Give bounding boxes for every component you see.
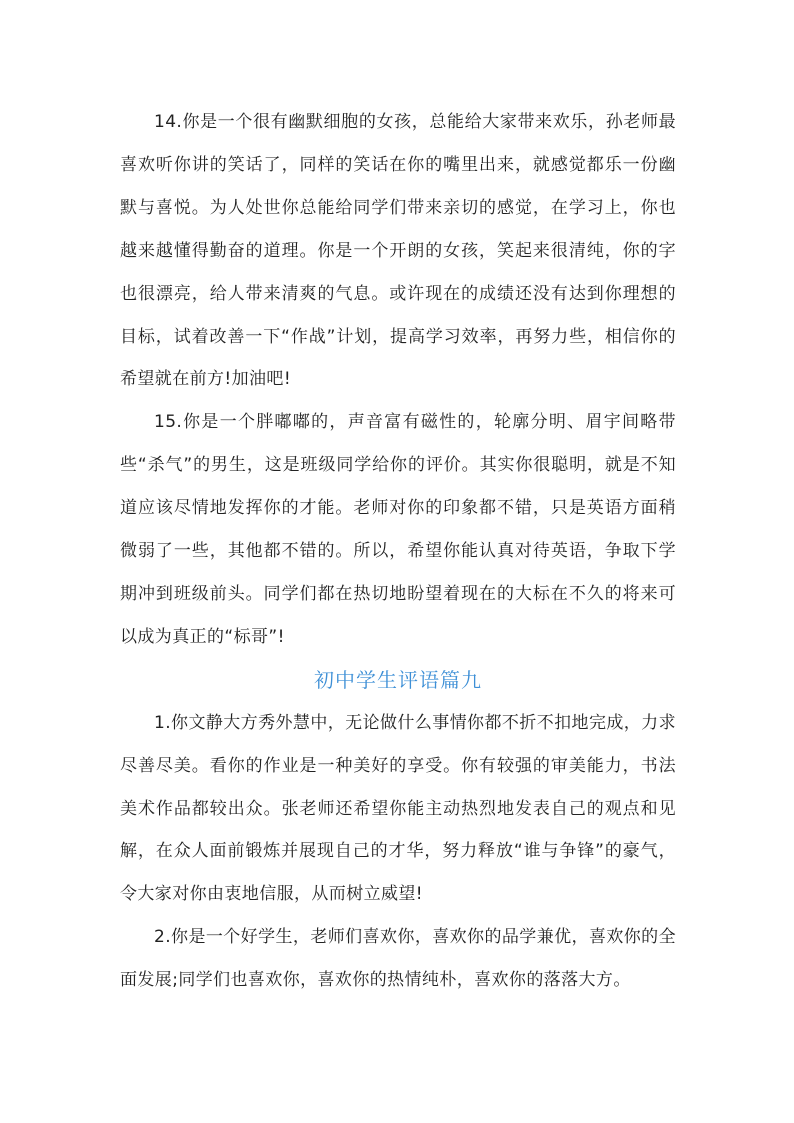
section-heading: 初中学生评语篇九 (314, 667, 482, 692)
paragraph-comment-15: 15.你是一个胖嘟嘟的，声音富有磁性的，轮廓分明、眉宇间略带些“杀气”的男生，这是班级同学给你的评价。其实你很聪明，就是不知道应该尽情地发挥你的才能。老师对你的印象都不错，只是英语方面稍微弱了一些，其他都不错的。所以，希望你能认真对待英语，争取下学期冲到班级前头。同学们都在热切地盼望着现在的大标在不久的将来可以成为真正的“标哥”! (120, 412, 676, 647)
document-page (120, 101, 676, 1002)
paragraph-comment-14: 14.你是一个很有幽默细胞的女孩，总能给大家带来欢乐，孙老师最喜欢听你讲的笑话了，同样的笑话在你的嘴里出来，就感觉都乐一份幽默与喜悦。为人处世你总能给同学们带来亲切的感觉，在学习上，你也越来越懂得勤奋的道理。你是一个开朗的女孩，笑起来很清纯，你的字也很漂亮，给人带来清爽的气息。或许现在的成绩还没有达到你理想的目标，试着改善一下“作战”计划，提高学习效率，再努力些，相信你的希望就在前方!加油吧! (120, 112, 676, 390)
paragraph-comment-1: 1.你文静大方秀外慧中，无论做什么事情你都不折不扣地完成，力求尽善尽美。看你的作业是一种美好的享受。你有较强的审美能力，书法美术作品都较出众。张老师还希望你能主动热烈地发表自己的观点和见解，在众人面前锻炼并展现自己的才华，努力释放“谁与争锋”的豪气，令大家对你由衷地信服，从而树立威望! (120, 712, 676, 905)
paragraph-comment-2: 2.你是一个好学生，老师们喜欢你，喜欢你的品学兼优，喜欢你的全面发展;同学们也喜欢你，喜欢你的热情纯朴，喜欢你的落落大方。 (120, 927, 676, 991)
